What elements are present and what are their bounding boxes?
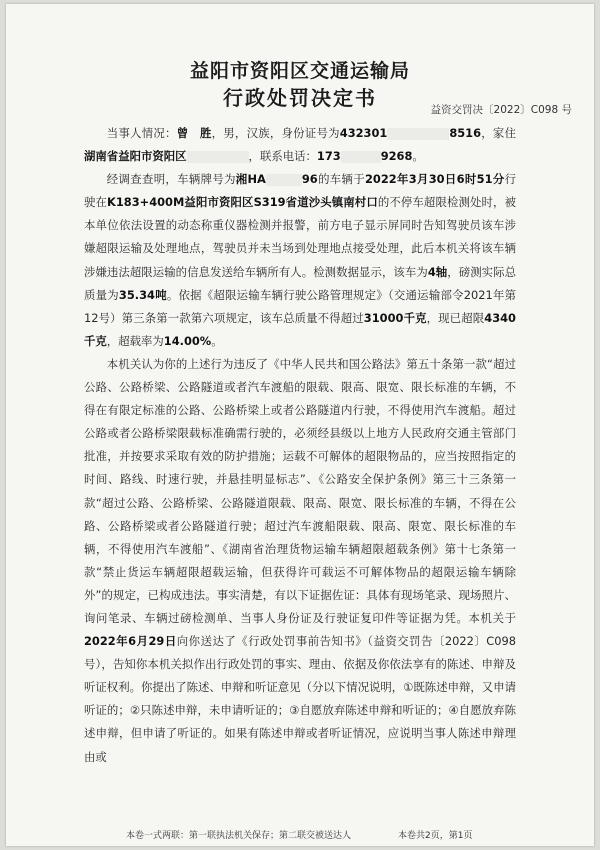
- overload-amount: 4340千克: [84, 310, 516, 348]
- id-number-part1: 432301: [339, 126, 388, 140]
- plate-part2: 96: [301, 172, 318, 187]
- redacted-plate-block: [266, 174, 302, 186]
- plate-part1: 湘HA: [235, 172, 266, 187]
- address-part1: 湖: [84, 149, 96, 164]
- copies-note: 本卷一式两联：第一联执法机关保存；第二联交被送达人: [126, 831, 352, 841]
- document-page: [6, 4, 594, 846]
- notice-date: 2022年6月29日: [84, 634, 177, 649]
- redacted-phone-block: [341, 151, 381, 163]
- axle-count: 4轴: [427, 264, 448, 279]
- phone-part1: 173: [316, 149, 341, 164]
- redacted-id-block: [387, 128, 449, 140]
- id-number-part2: 8516: [449, 126, 482, 140]
- page-count: 本卷共2页，第1页: [398, 831, 473, 841]
- total-mass: 35.34吨: [118, 287, 167, 302]
- investigation-paragraph: 经调查查明，车辆牌号为湘HA 96的车辆于2022年3月30日6时51分行驶在K183+400M益阳市资阳区S319省道沙头镇南村口的不停车超限检测处时，被本单位依法设置的动态称重仪器检测并报警，前方电子显示屏同时告知驾驶员该车涉嫌超限运输及处理地点，驾驶员并未当场到处理地点接受处理，此后本机关将该车辆涉嫌违法超限运输的信息发送给车辆所有人。检测数据显示，该车为4轴，磅测实际总质量为35.34吨。依据《超限运输车辆行驶公路管理规定》（交通运输部令2021年第12号）第三条第一款第六项规定，该车总质量不得超过31000千克，现已超限4340千克，超载率为14.00%。: [84, 172, 516, 348]
- party-paragraph: 当事人情况：曾 胜，男，汉族，身份证号为432301 8516，家住湖南省益阳市资阳区 ，联系电话：173 9268。: [84, 126, 516, 164]
- redacted-address-block: [187, 151, 249, 163]
- violation-datetime: 2022年3月30日6时51分: [364, 172, 505, 187]
- mass-limit: 31000千克: [363, 310, 427, 325]
- address-part2: 南省益阳市资阳区: [95, 149, 187, 164]
- document-body: [84, 122, 516, 769]
- ruling-paragraph: 本机关认为你的上述行为违反了《中华人民共和国公路法》第五十条第一款“超过公路、公路桥梁、公路隧道或者汽车渡船的限载、限高、限宽、限长标准的车辆，不得在有限定标准的公路、公路桥梁上或者公路隧道内行驶，不得使用汽车渡船。超过公路或者公路桥梁限载标准确需行驶的，必须经县级以上地方人民政府交通主管部门批准，并按要求采取有效的防护措施；运载不可解体的超限物品的，应当按照指定的时间、路线、时速行驶，并悬挂明显标志”、《公路安全保护条例》第三十三条第一款“超过公路、公路桥梁、公路隧道限载、限高、限宽、限长标准的车辆，不得在公路、公路桥梁或者公路隧道行驶；超过汽车渡船限载、限高、限宽、限长标准的车辆，不得使用汽车渡船”、《湖南省治理货物运输车辆超限超载条例》第十七条第一款“禁止货运车辆超限超载运输，但获得许可载运不可解体物品的超限运输车辆除外”的规定，已构成违法。事实清楚，有以下证据佐证：具体有现场笔录、现场照片、询问笔录、车辆过磅检测单、当事人身份证及行驶证复印件等证据为凭。本机关于2022年6月29日向你送达了《行政处罚事前告知书》（益资交罚告〔2022〕C098号），告知你本机关拟作出行政处罚的事实、理由、依据及你依法享有的陈述、申辩及听证权利。你提出了陈述、申辩和听证意见（分以下情况说明，①既陈述申辩，又申请听证的；②只陈述申辩，未申请听证的；③自愿放弃陈述申辩和听证的；④自愿放弃陈述申辩，但申请了听证的。如果有陈述申辩或者听证情况，应说明当事人陈述申辩理由或: [84, 356, 516, 764]
- phone-part2: 9268: [380, 149, 413, 164]
- overload-rate: 14.00%: [163, 333, 212, 348]
- issuing-authority: 益阳市资阳区交通运输局: [189, 60, 410, 82]
- document-number: 益资交罚决〔2022〕C098 号: [430, 104, 572, 116]
- document-title: 行政处罚决定书: [223, 86, 377, 110]
- party-name: 曾 胜: [176, 126, 212, 140]
- violation-location: K183+400M益阳市资阳区S319省道沙头镇南村口: [107, 195, 378, 210]
